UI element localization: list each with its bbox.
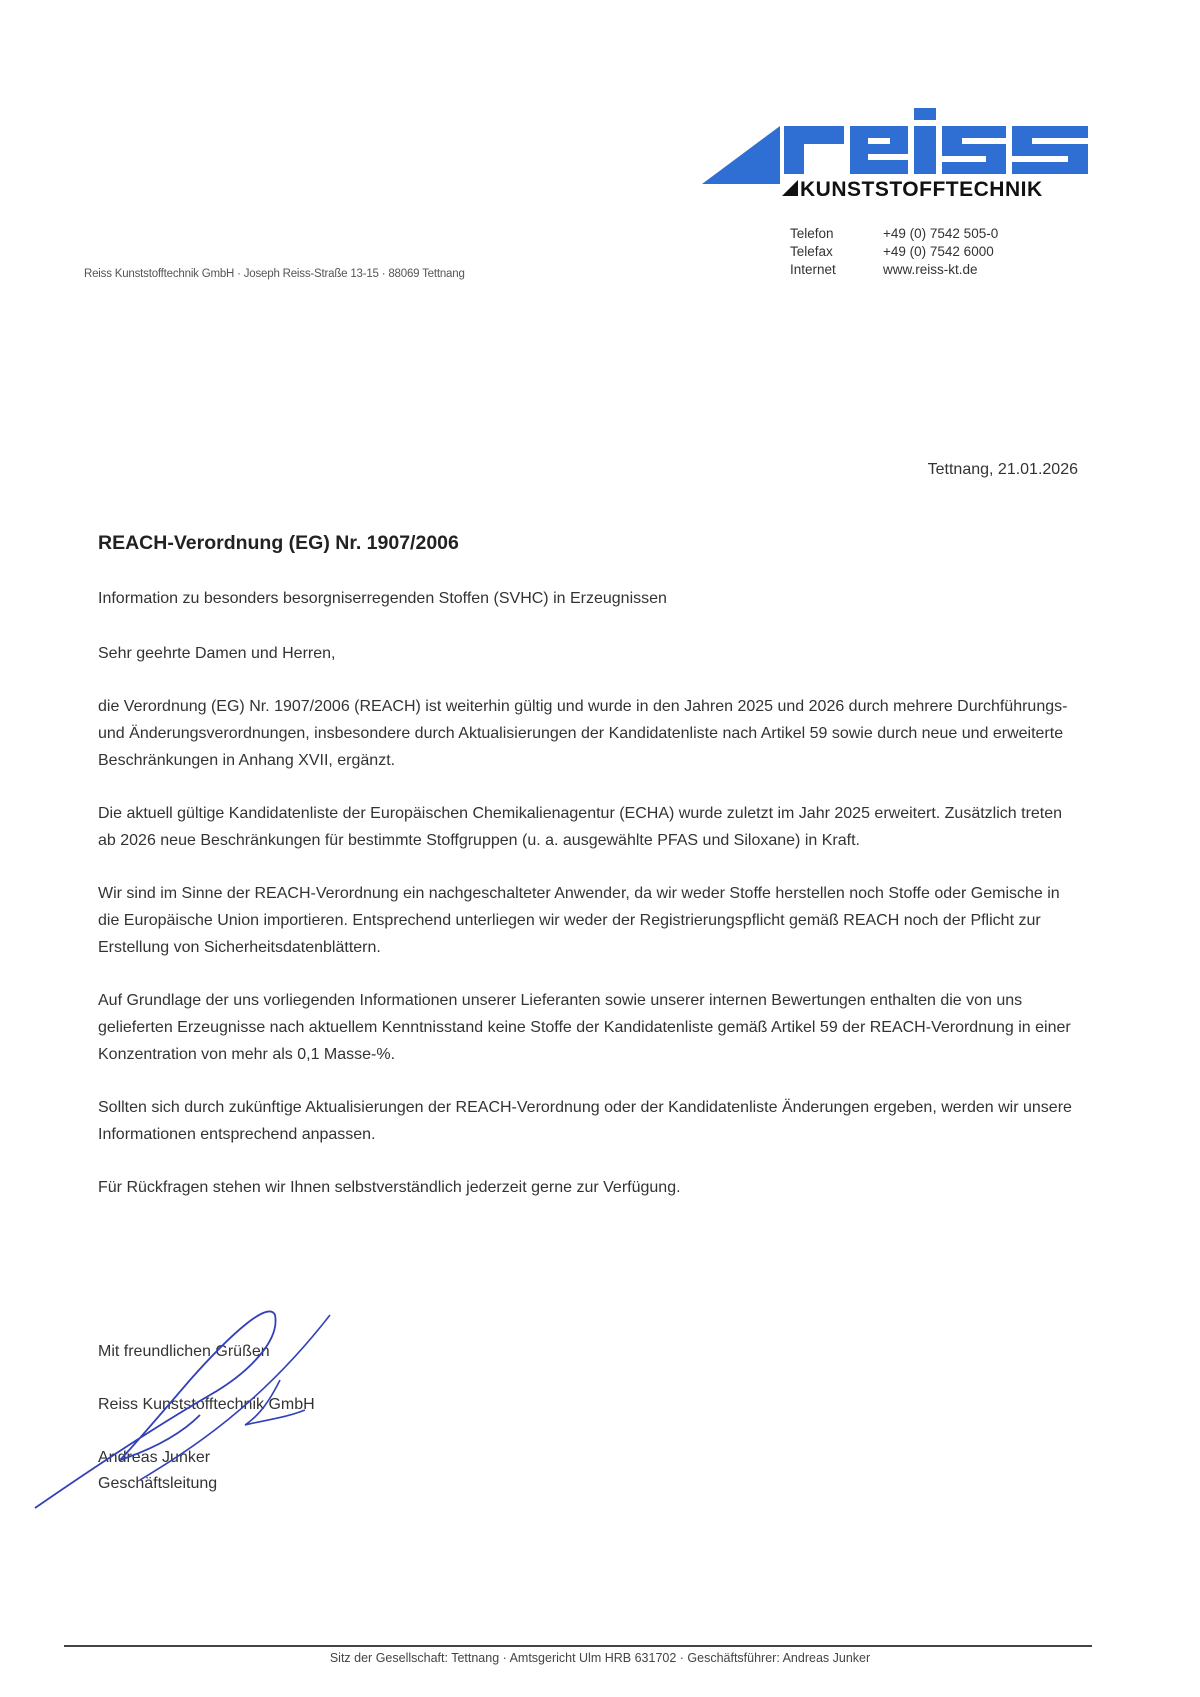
contact-row-internet <box>790 261 998 279</box>
contact-phone: +49 (0) 7542 505-0 <box>883 226 999 241</box>
closing-company: Reiss Kunststofftechnik GmbH <box>98 1396 315 1413</box>
contact-website: www.reiss-kt.de <box>883 262 978 277</box>
logo-letter-e <box>850 126 908 174</box>
paragraph: Für Rückfragen stehen wir Ihnen selbstverständlich jederzeit gerne zur Verfügung. <box>98 1179 681 1196</box>
logo-wedge <box>702 126 780 184</box>
logo-letter-s2 <box>1012 126 1088 174</box>
footer-divider <box>64 1645 1092 1647</box>
logo-subtitle: KUNSTSTOFFTECHNIK <box>800 178 1043 200</box>
paragraph: Die aktuell gültige Kandidatenliste der Europäischen Chemikalienagentur (ECHA) wurde zuletzt im Jahr 2025 erweitert. Zusätzlich treten ab 2026 neue Beschränkungen für bestimmte Stoffgruppen (u. a. ausgewählte PFAS und Siloxane) in Kraft. <box>98 805 1063 849</box>
logo-letter-i <box>914 126 936 174</box>
contact-row-fax <box>790 243 998 261</box>
logo-small-triangle <box>782 180 798 196</box>
letter-date: Tettnang, 21.01.2026 <box>927 461 1078 478</box>
company-logo <box>700 108 1090 200</box>
salutation: Sehr geehrte Damen und Herren, <box>98 645 336 662</box>
contact-label: Telefon <box>790 226 834 241</box>
paragraph: die Verordnung (EG) Nr. 1907/2006 (REACH) ist weiterhin gültig und wurde in den Jahren 2025 und 2026 durch mehrere Durchführungs- und Änderungsverordnungen, insbesondere durch Aktualisierungen der Kandidatenliste nach Artikel 59 sowie durch neue und erweiterte Beschränkungen in Anhang XVII, ergänzt. <box>98 698 1068 769</box>
contact-row-phone <box>790 225 998 243</box>
logo-letter-s1 <box>942 126 1006 174</box>
sender-address-line: Reiss Kunststofftechnik GmbH · Joseph Reiss-Straße 13-15 · 88069 Tettnang <box>84 268 465 280</box>
contact-label: Telefax <box>790 244 833 259</box>
closing-greeting: Mit freundlichen Grüßen <box>98 1343 270 1360</box>
signer-name: Andreas Junker <box>98 1449 211 1466</box>
footer-legal-info: Sitz der Gesellschaft: Tettnang · Amtsgericht Ulm HRB 631702 · Geschäftsführer: Andreas Junker <box>329 1651 871 1665</box>
contact-block <box>790 225 998 279</box>
letter-subline: Information zu besonders besorgniserregenden Stoffen (SVHC) in Erzeugnissen <box>98 590 667 607</box>
paragraph: Sollten sich durch zukünftige Aktualisierungen der REACH-Verordnung oder der Kandidatenliste Änderungen ergeben, werden wir unsere Informationen entsprechend anpassen. <box>98 1099 1072 1143</box>
paragraph: Auf Grundlage der uns vorliegenden Informationen unserer Lieferanten sowie unserer internen Bewertungen enthalten die von uns gelieferten Erzeugnisse nach aktuellem Kenntnisstand keine Stoffe der Kandidatenliste gemäß Artikel 59 der REACH-Verordnung in einer Konzentration von mehr als 0,1 Masse-%. <box>98 992 1071 1063</box>
contact-fax: +49 (0) 7542 6000 <box>883 244 994 259</box>
signer-role: Geschäftsleitung <box>98 1475 218 1492</box>
letter-subject: REACH-Verordnung (EG) Nr. 1907/2006 <box>98 532 459 554</box>
letter-body <box>98 640 1078 1227</box>
contact-label: Internet <box>790 262 836 277</box>
paragraph: Wir sind im Sinne der REACH-Verordnung ein nachgeschalteter Anwender, da wir weder Stoffe herstellen noch Stoffe oder Gemische in die Europäische Union importieren. Entsprechend unterliegen wir weder der Registrierungspflicht gemäß REACH noch der Pflicht zur Erstellung von Sicherheitsdatenblättern. <box>98 885 1060 956</box>
logo-letter-r <box>784 126 804 174</box>
